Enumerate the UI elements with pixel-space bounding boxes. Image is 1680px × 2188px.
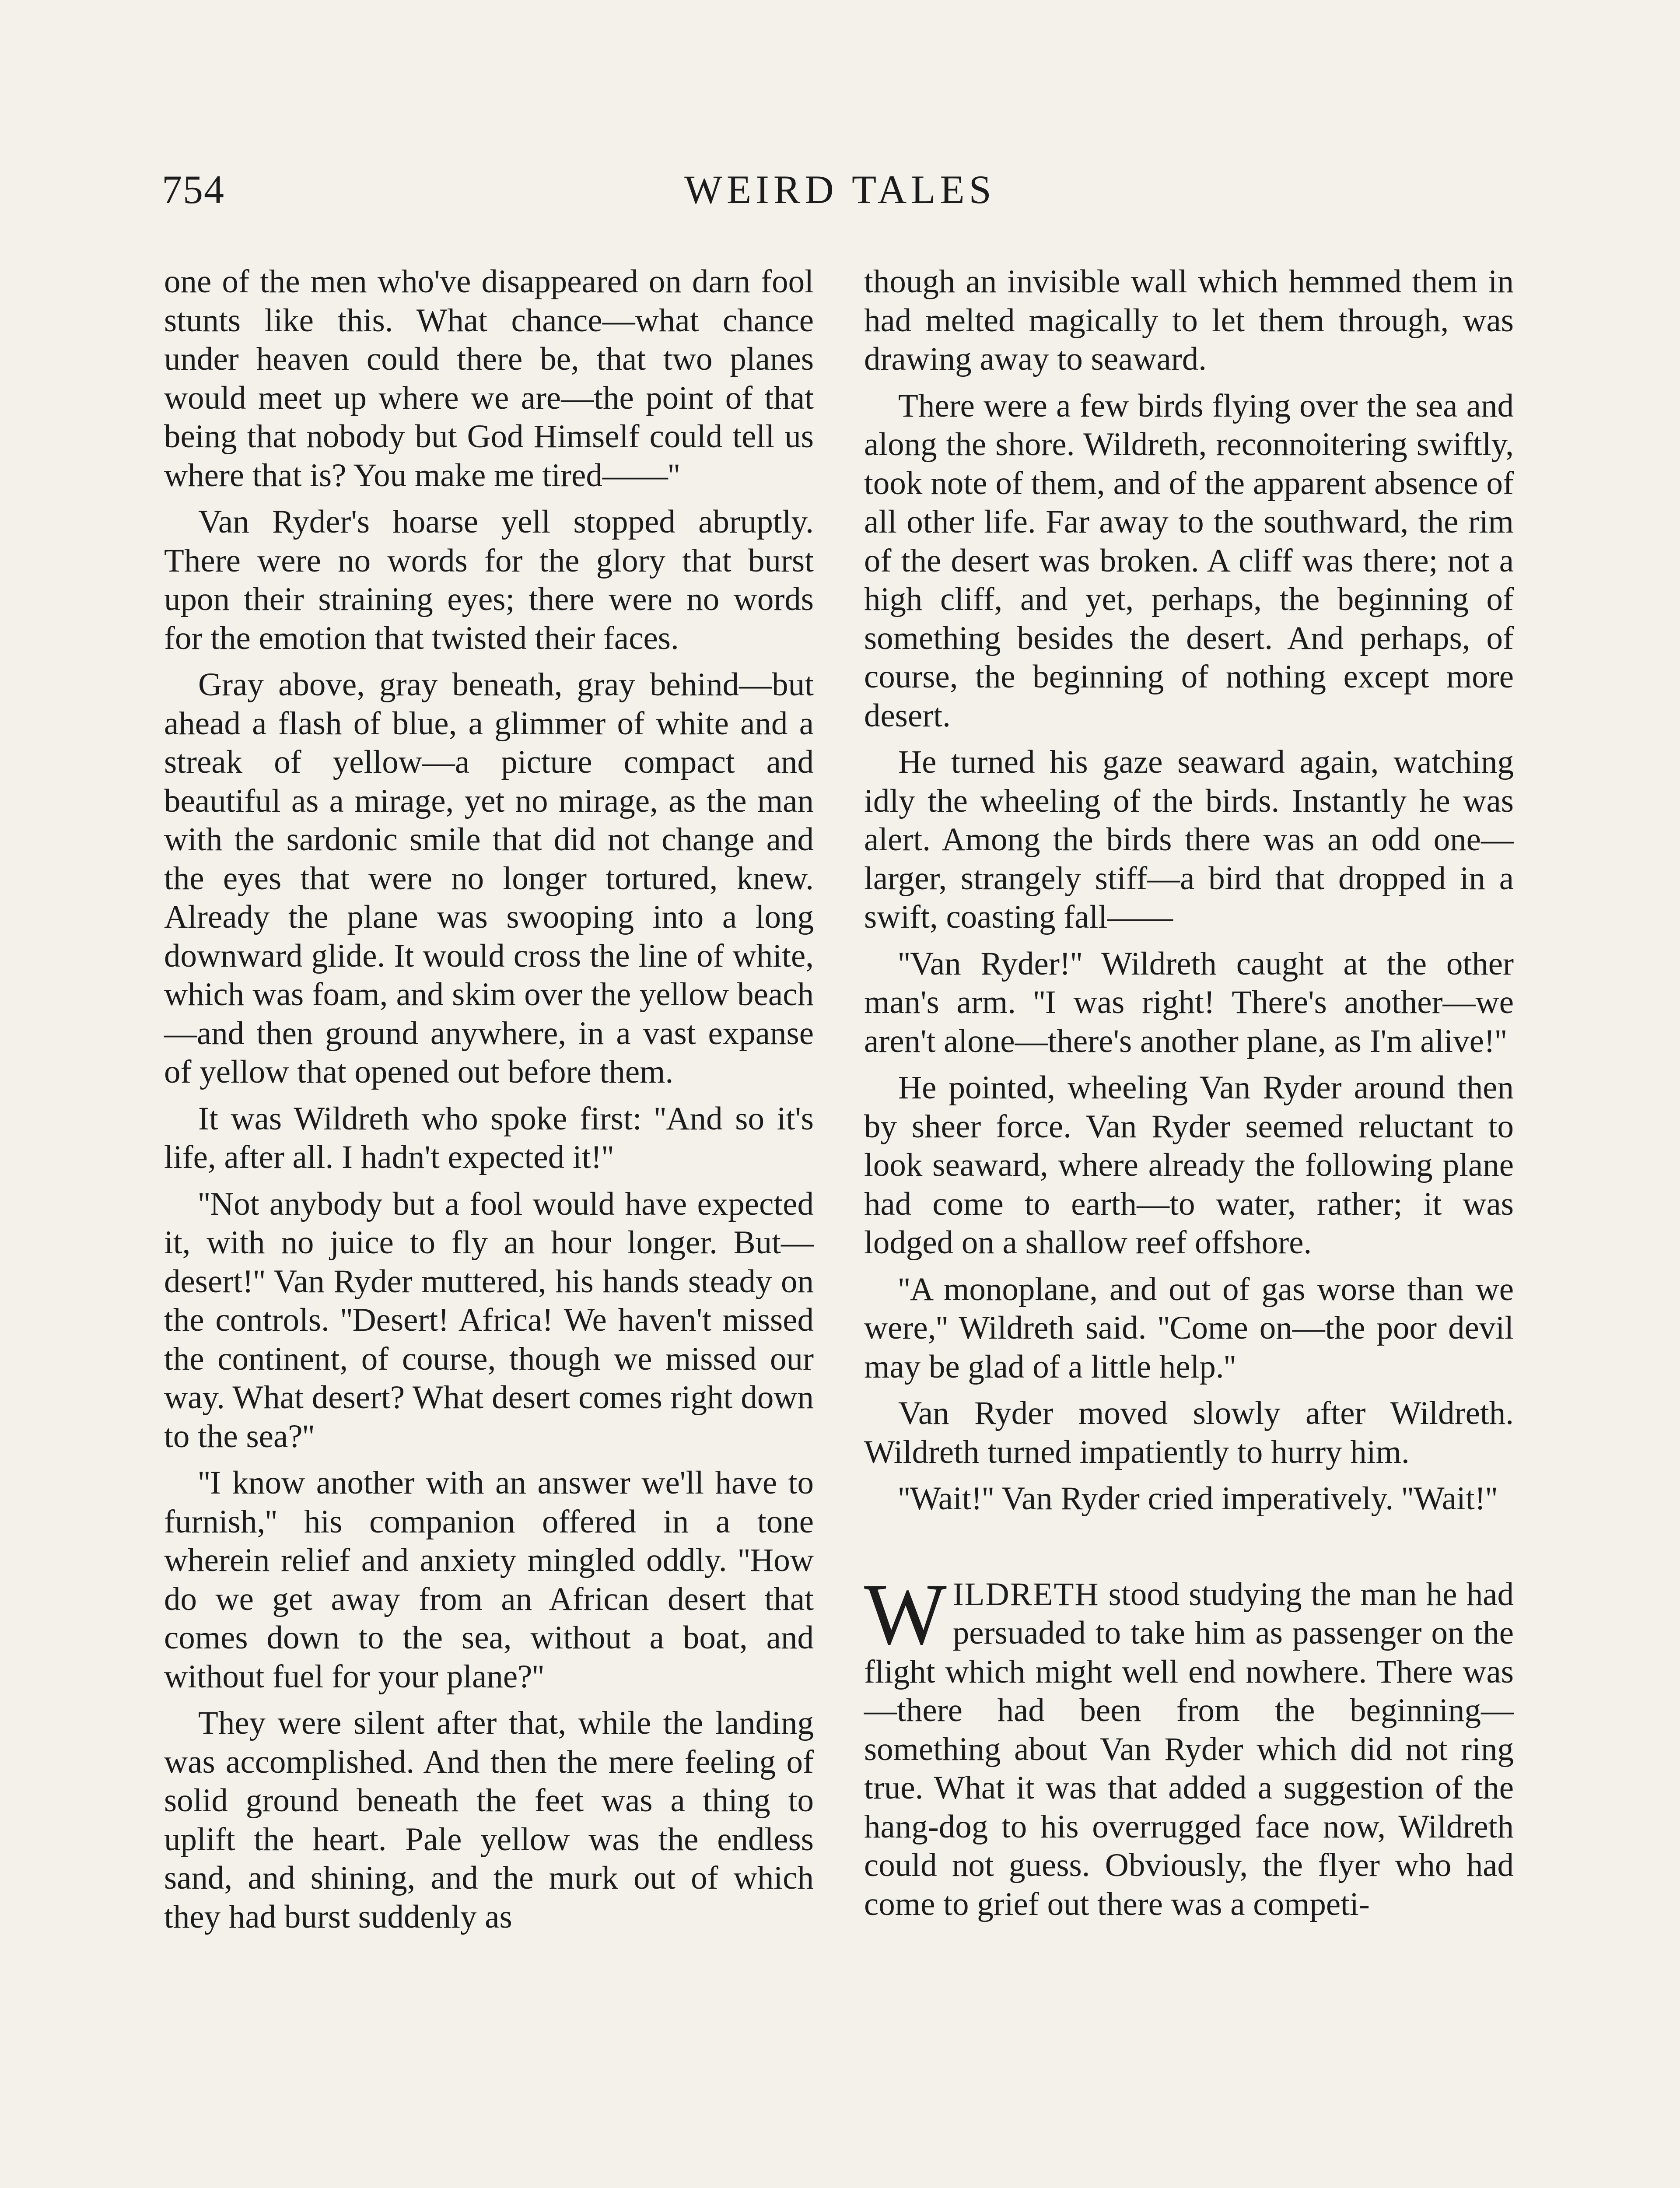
- paragraph: ''Van Ryder!'' Wildreth caught at the other man's arm. ''I was right! There's another—we aren't alone—there's another plane, as I'm alive!'': [864, 945, 1514, 1059]
- paragraph: It was Wildreth who spoke first: ''And so it's life, after all. I hadn't expected it!'': [164, 1100, 814, 1175]
- page-number: 754: [162, 167, 225, 212]
- paragraph: ''Wait!'' Van Ryder cried imperatively. ''Wait!'': [898, 1480, 1498, 1517]
- paragraph: There were a few birds flying over the sea and along the shore. Wildreth, reconnoitering swiftly, took note of them, and of the apparent absence of all other life. Far away to the southward, the rim of the desert was broken. A cliff was there; not a high cliff, and yet, perhaps, the beginning of something besides the desert. And perhaps, of course, the beginning of nothing except more desert.: [864, 387, 1514, 734]
- paragraph: though an invisible wall which hemmed them in had melted magically to let them through, was drawing away to seaward.: [864, 263, 1514, 377]
- section-text: stood studying the man he had persuaded to take him as passenger on the flight which might well end nowhere. There was—there had been from the beginning—something about Van Ryder which did not ring true. What it was that added a suggestion of the hang-dog to his overrugged face now, Wildreth could not guess. Obviously, the flyer who had come to grief out there was a competi-: [864, 1576, 1514, 1922]
- running-head: WEIRD TALES: [684, 167, 996, 212]
- paragraph: They were silent after that, while the landing was accomplished. And then the mere feeling of solid ground beneath the feet was a thing to uplift the heart. Pale yellow was the endless sand, and shining, and the murk out of which they had burst suddenly as: [164, 1705, 814, 1935]
- paragraph: ''A monoplane, and out of gas worse than we were,'' Wildreth said. ''Come on—the poor devil may be glad of a little help.'': [864, 1271, 1514, 1385]
- paragraph: Van Ryder moved slowly after Wildreth. Wildreth turned impatiently to hurry him.: [864, 1395, 1514, 1470]
- paragraph: Gray above, gray beneath, gray behind—but ahead a flash of blue, a glimmer of white and a streak of yellow—a picture compact and beautiful as a mirage, yet no mirage, as the man with the sardonic smile that did not change and the eyes that were no longer tortured, knew. Already the plane was swooping into a long downward glide. It would cross the line of white, which was foam, and skim over the yellow beach—and then ground anywhere, in a vast expanse of yellow that opened out before them.: [164, 666, 814, 1090]
- paragraph: He turned his gaze seaward again, watching idly the wheeling of the birds. Instantly he was alert. Among the birds there was an odd one—larger, strangely stiff—a bird that dropped in a swift, coasting fall——: [864, 744, 1514, 935]
- left-column: [164, 263, 814, 1944]
- small-caps-lead: ILDRETH: [952, 1576, 1099, 1613]
- drop-cap: W: [864, 1566, 947, 1663]
- right-column: [864, 263, 1514, 1932]
- paragraph: ''I know another with an answer we'll have to furnish,'' his companion offered in a tone wherein relief and anxiety mingled oddly. ''How do we get away from an African desert that comes down to the sea, without a boat, and without fuel for your plane?'': [164, 1465, 814, 1695]
- paragraph: ''Not anybody but a fool would have expected it, with no juice to fly an hour longer. But—desert!'' Van Ryder muttered, his hands steady on the controls. ''Desert! Africa! We haven't missed the continent, of course, though we missed our way. What desert? What desert comes right down to the sea?'': [164, 1185, 814, 1455]
- paragraph: one of the men who've disappeared on darn fool stunts like this. What chance—what chance under heaven could there be, that two planes would meet up where we are—the point of that being that nobody but God Himself could tell us where that is? You make me tired——'': [164, 263, 814, 494]
- paragraph: Van Ryder's hoarse yell stopped abruptly. There were no words for the glory that burst upon their straining eyes; there were no words for the emotion that twisted their faces.: [164, 504, 814, 656]
- paragraph: He pointed, wheeling Van Ryder around then by sheer force. Van Ryder seemed reluctant to look seaward, where already the following plane had come to earth—to water, rather; it was lodged on a shallow reef offshore.: [864, 1069, 1514, 1261]
- section-opening-paragraph: [864, 1566, 1514, 1924]
